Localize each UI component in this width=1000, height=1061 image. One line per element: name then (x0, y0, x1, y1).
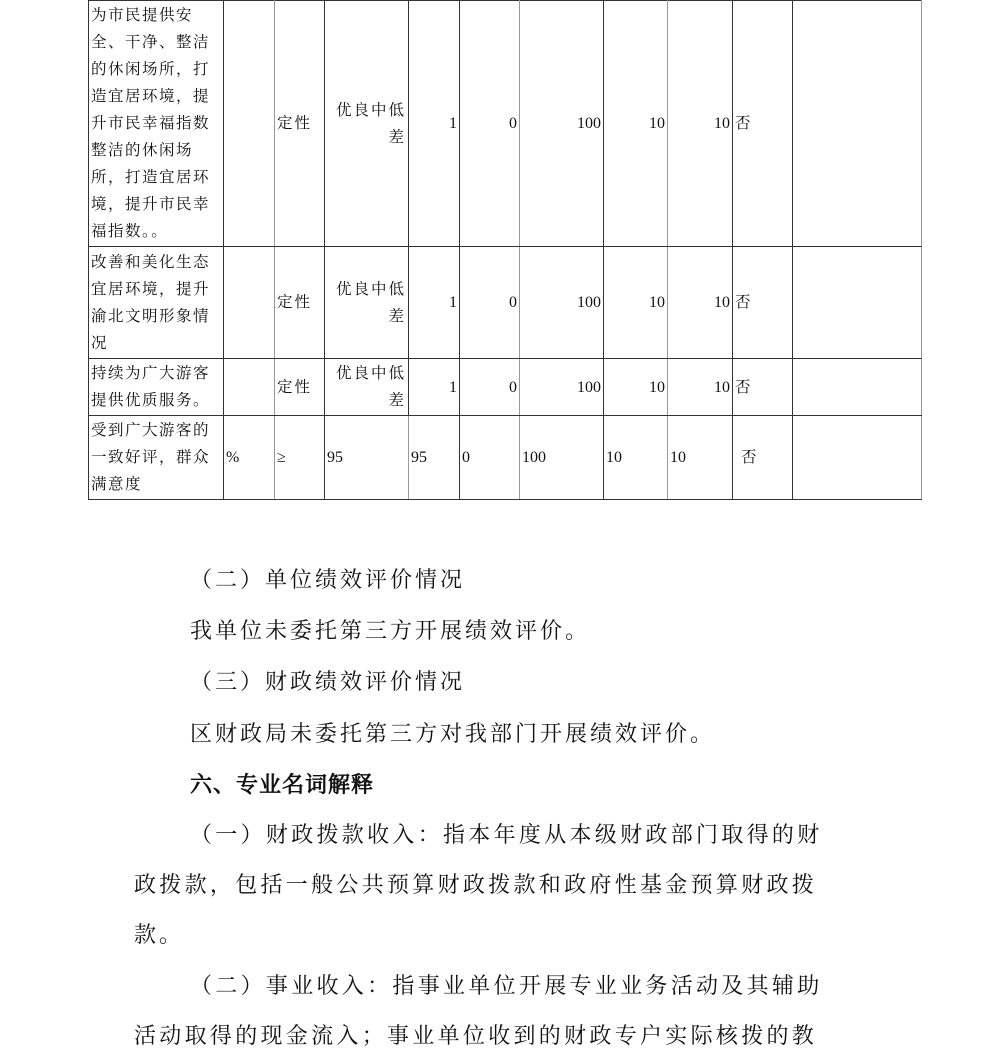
term1-line3: 款。 (134, 923, 185, 948)
target-cell: 95 (325, 416, 409, 500)
target-cell: 优良中低差 (325, 247, 409, 359)
target-cell: 优良中低差 (325, 359, 409, 416)
note-cell (793, 247, 922, 359)
score-cell: 10 (668, 359, 733, 416)
indicator-cell: 为市民提供安全、干净、整洁的休闲场所，打造宜居环境，提升市民幸福指数整洁的休闲场所，打造宜居环境，提升市民幸福指数。。 (89, 1, 224, 247)
chapter-heading-terms: 六、专业名词解释 (190, 773, 375, 798)
indicator-cell: 持续为广大游客提供优质服务。 (89, 359, 224, 416)
deviation-cell: 0 (460, 1, 520, 247)
table-row (89, 416, 922, 500)
note-cell (793, 1, 922, 247)
score-cell: 10 (668, 247, 733, 359)
weight-cell: 10 (604, 359, 668, 416)
paragraph-finance-evaluation: 区财政局未委托第三方对我部门开展绩效评价。 (190, 722, 716, 747)
table-row (89, 359, 922, 416)
note-cell (793, 359, 922, 416)
deduct-cell: 否 (733, 247, 793, 359)
nature-cell: 定性 (275, 247, 325, 359)
actual-cell: 95 (409, 416, 460, 500)
deviation-cell: 0 (460, 416, 520, 500)
nature-cell: 定性 (275, 1, 325, 247)
performance-table (88, 0, 922, 500)
section-heading-unit-evaluation: （二）单位绩效评价情况 (190, 568, 466, 593)
score-cell: 10 (668, 1, 733, 247)
term2-line1: （二）事业收入：指事业单位开展专业业务活动及其辅助 (190, 974, 823, 999)
table-row (89, 247, 922, 359)
table-row (89, 1, 922, 247)
completion-cell: 100 (520, 359, 604, 416)
unit-cell: % (224, 416, 275, 500)
nature-cell: 定性 (275, 359, 325, 416)
deviation-cell: 0 (460, 247, 520, 359)
indicator-cell: 改善和美化生态宜居环境，提升渝北文明形象情况 (89, 247, 224, 359)
actual-cell: 1 (409, 1, 460, 247)
weight-cell: 10 (604, 247, 668, 359)
term1-line1: （一）财政拨款收入：指本年度从本级财政部门取得的财 (190, 823, 823, 848)
completion-cell: 100 (520, 1, 604, 247)
deduct-cell: 否 (733, 1, 793, 247)
weight-cell: 10 (604, 1, 668, 247)
deviation-cell: 0 (460, 359, 520, 416)
indicator-cell: 受到广大游客的一致好评，群众满意度 (89, 416, 224, 500)
nature-cell: ≥ (275, 416, 325, 500)
section-heading-finance-evaluation: （三）财政绩效评价情况 (190, 670, 466, 695)
deduct-cell: 否 (733, 416, 793, 500)
weight-cell: 10 (604, 416, 668, 500)
paragraph-unit-evaluation: 我单位未委托第三方开展绩效评价。 (190, 619, 591, 644)
actual-cell: 1 (409, 247, 460, 359)
deduct-cell: 否 (733, 359, 793, 416)
completion-cell: 100 (520, 416, 604, 500)
score-cell: 10 (668, 416, 733, 500)
actual-cell: 1 (409, 359, 460, 416)
term1-line2: 政拨款，包括一般公共预算财政拨款和政府性基金预算财政拨 (134, 873, 818, 898)
note-cell (793, 416, 922, 500)
unit-cell (224, 247, 275, 359)
unit-cell (224, 1, 275, 247)
term2-line2: 活动取得的现金流入；事业单位收到的财政专户实际核拨的教 (134, 1024, 818, 1049)
unit-cell (224, 359, 275, 416)
completion-cell: 100 (520, 247, 604, 359)
target-cell: 优良中低差 (325, 1, 409, 247)
